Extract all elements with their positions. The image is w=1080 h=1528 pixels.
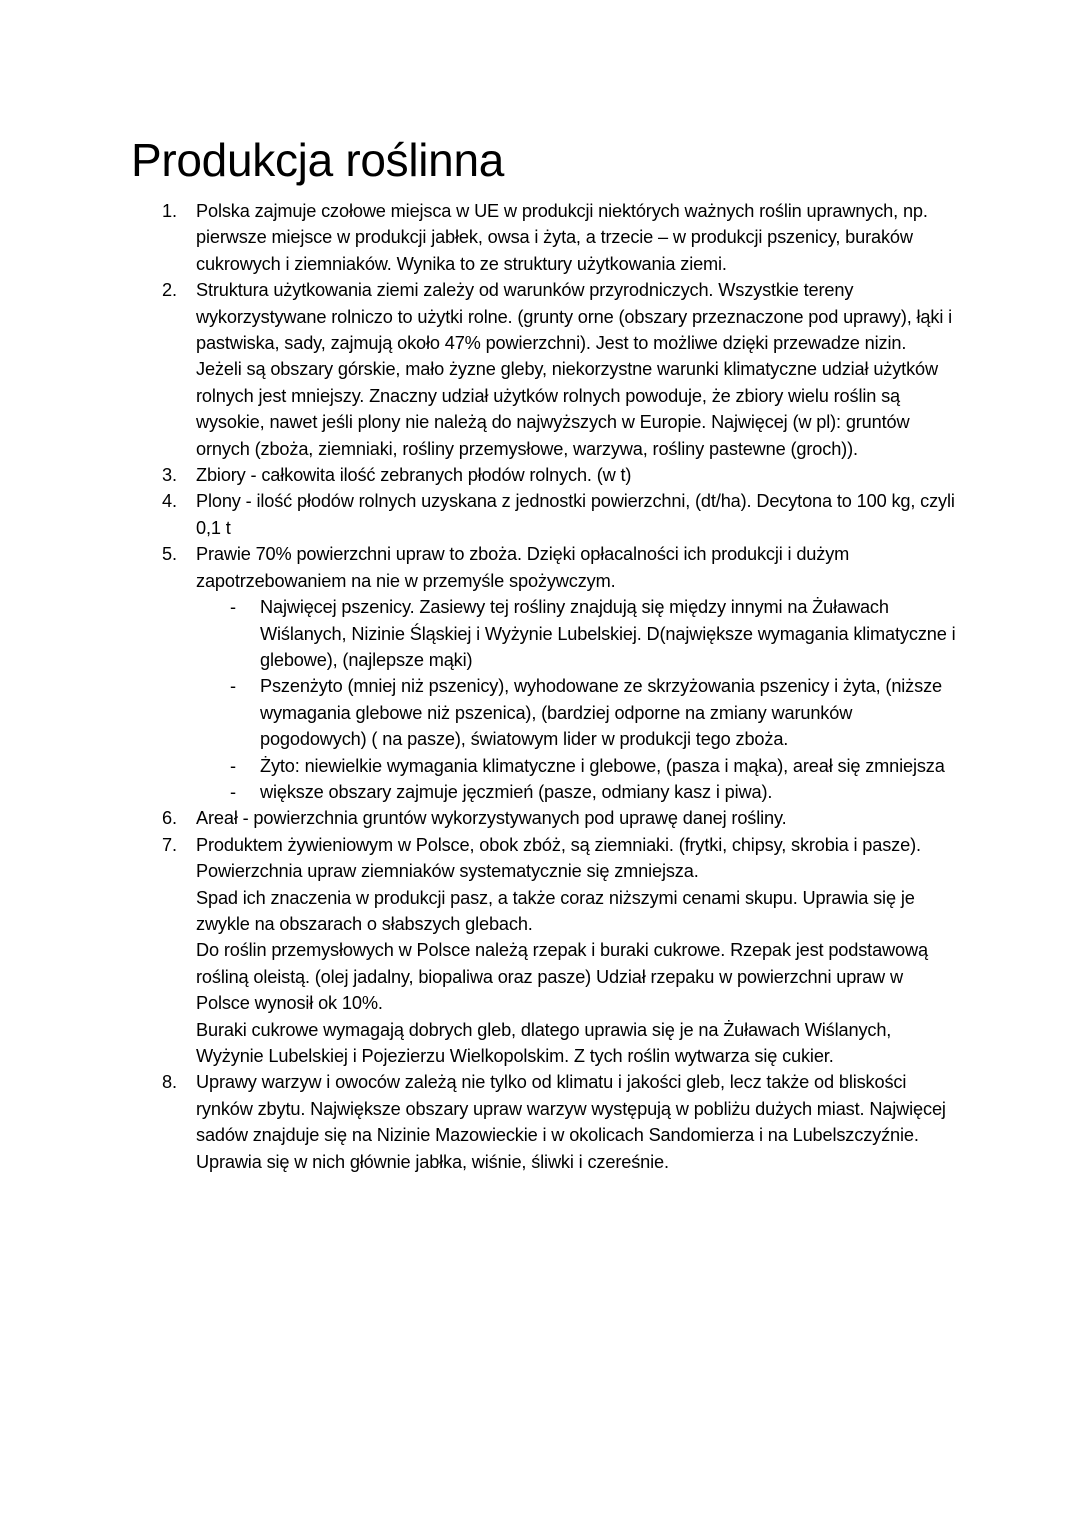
list-item — [0, 488, 956, 541]
list-item-text: Plony - ilość płodów rolnych uzyskana z jednostki powierzchni, (dt/ha). Decytona to 100 kg, czyli 0,1 t — [196, 491, 955, 538]
sub-list-item-text: Pszenżyto (mniej niż pszenicy), wyhodowane ze skrzyżowania pszenicy i żyta, (niższe wymagania glebowe niż pszenica), (bardziej odporne na zmiany warunków pogodowych) ( na pasze), światowym lider w produkcji tego zboża. — [260, 676, 942, 750]
sub-list-item — [196, 779, 960, 805]
dash-bullet-icon: - — [230, 755, 236, 776]
list-item-text: Buraki cukrowe wymagają dobrych gleb, dlatego uprawia się je na Żuławach Wiślanych, Wyżynie Lubelskiej i Pojezierzu Wielkopolskim. Z tych roślin wytwarza się cukier. — [196, 1019, 892, 1066]
sub-list-item-text: większe obszary zajmuje jęczmień (pasze, odmiany kasz i piwa). — [260, 781, 773, 802]
sub-list-item-text: Najwięcej pszenicy. Zasiewy tej rośliny znajdują się między innymi na Żuławach Wiślanych, Nizinie Śląskiej i Wyżynie Lubelskiej. D(największe wymagania klimatyczne i glebowe), (najlepsze mąki) — [260, 597, 956, 670]
list-item-number: 8. — [162, 1072, 177, 1093]
list-item-text: Areał - powierzchnia gruntów wykorzystywanych pod uprawę danej rośliny. — [196, 808, 787, 829]
dash-bullet-icon: - — [230, 676, 236, 697]
list-item-text: Produktem żywieniowym w Polsce, obok zbóż, są ziemniaki. (frytki, chipsy, skrobia i pasze). Powierzchnia upraw ziemniaków systematycznie się zmniejsza. — [196, 834, 921, 882]
list-item — [0, 832, 956, 1070]
sub-list-item — [196, 753, 960, 779]
sub-list-item-text: Żyto: niewielkie wymagania klimatyczne i glebowe, (pasza i mąka), areał się zmniejsza — [260, 755, 945, 776]
list-item-number: 2. — [162, 280, 177, 301]
list-item — [0, 462, 956, 488]
list-item-number: 6. — [162, 808, 177, 829]
list-item-text: Spad ich znaczenia w produkcji pasz, a także coraz niższymi cenami skupu. Uprawia się je zwykle na obszarach o słabszych glebach. — [196, 887, 915, 934]
list-item-text: Prawie 70% powierzchni upraw to zboża. Dzięki opłacalności ich produkcji i dużym zapotrzebowaniem na nie w przemyśle spożywczym. — [196, 544, 850, 591]
list-item-number: 4. — [162, 491, 177, 512]
page-title: Produkcja roślinna — [131, 134, 505, 186]
list-item-text: Uprawy warzyw i owoców zależą nie tylko od klimatu i jakości gleb, lecz także od bliskości rynków zbytu. Największe obszary upraw warzyw występują w pobliżu dużych miast. Najwięcej sadów znajduje się na Nizinie Mazowieckie i w okolicach Sandomierza i na Lubelszczyźnie. Uprawia się w nich głównie jabłka, wiśnie, śliwki i czereśnie. — [196, 1072, 946, 1172]
list-item-text: Polska zajmuje czołowe miejsca w UE w produkcji niektórych ważnych roślin uprawnych, np. pierwsze miejsce w produkcji jabłek, owsa i żyta, a trzecie – w produkcji pszenicy, buraków cukrowych i ziemniaków. Wynika to ze struktury użytkowania ziemi. — [196, 201, 928, 274]
sub-list-item — [196, 673, 960, 752]
numbered-list — [0, 198, 1080, 1175]
list-item-number: 1. — [162, 201, 177, 221]
sub-list-item — [196, 594, 960, 673]
dash-bullet-icon: - — [230, 597, 236, 618]
dash-bullet-icon: - — [230, 781, 236, 802]
list-item — [0, 1069, 956, 1175]
list-item-text: Struktura użytkowania ziemi zależy od warunków przyrodniczych. Wszystkie tereny wykorzystywane rolniczo to użytki rolne. (grunty orne (obszary przeznaczone pod uprawy), łąki i pastwiska, sady, zajmują około 47% powierzchni). Jest to możliwe dzięki przewadze nizin. Jeżeli są obszary górskie, mało żyzne gleby, niekorzystne warunki klimatyczne udział użytków rolnych jest mniejszy. Znaczny udział użytków rolnych powoduje, że zbiory wielu roślin są wysokie, nawet jeśli plony nie należą do najwyższych w Europie. Najwięcej (w pl): gruntów ornych (zboża, ziemniaki, rośliny przemysłowe, warzywa, rośliny pastewne (groch)). — [196, 280, 953, 459]
list-item — [0, 541, 956, 805]
list-item-text: Zbiory - całkowita ilość zebranych płodów rolnych. (w t) — [196, 465, 632, 486]
list-item-number: 7. — [162, 834, 177, 855]
list-item — [0, 277, 956, 462]
list-item-number: 5. — [162, 544, 177, 565]
list-item-number: 3. — [162, 465, 177, 486]
list-item-text: Do roślin przemysłowych w Polsce należą rzepak i buraki cukrowe. Rzepak jest podstawową rośliną oleistą. (olej jadalny, biopaliwa oraz pasze) Udział rzepaku w powierzchni upraw w Polsce wynosił ok 10%. — [196, 940, 928, 1014]
list-item — [0, 805, 956, 831]
list-item — [0, 198, 956, 277]
